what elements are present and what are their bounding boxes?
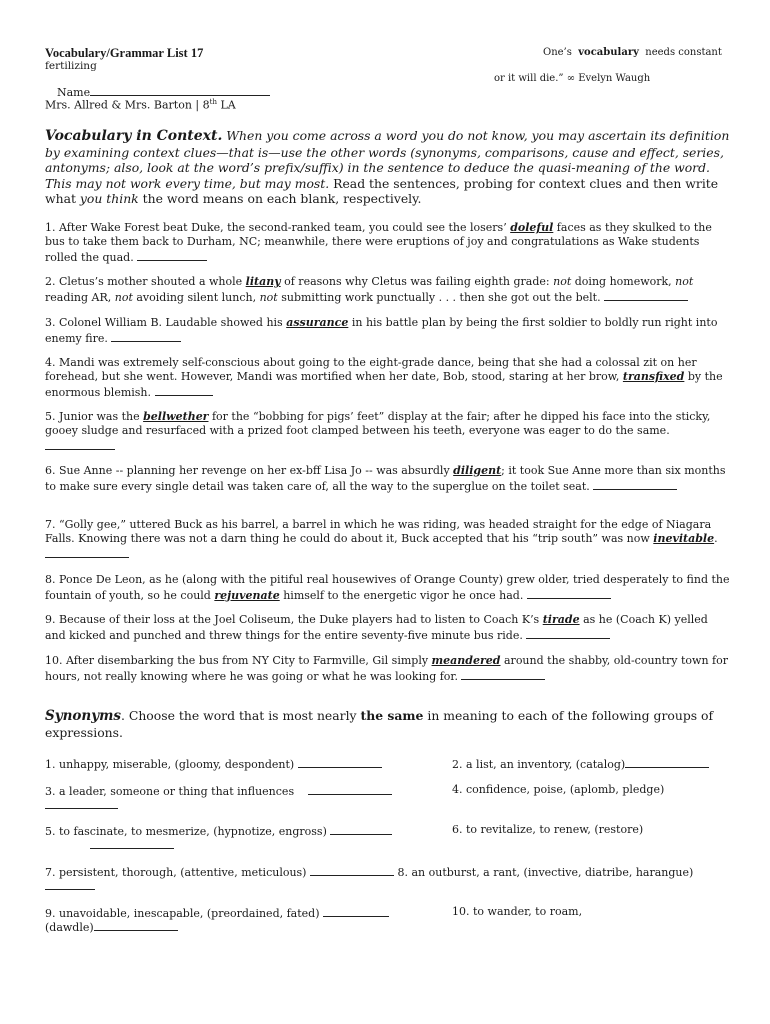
teachers-line	[45, 98, 236, 112]
vocab-word: rejuvenate	[214, 588, 280, 602]
q-text: 10. After disembarking the bus from NY City to Farmville, Gil simply	[45, 654, 432, 667]
answer-blank[interactable]	[461, 668, 545, 680]
q-text: submitting work punctually . . . then she got out the belt.	[277, 290, 605, 304]
question-10	[45, 654, 731, 684]
q-emphasis: not	[553, 275, 572, 288]
q-text: reading AR,	[45, 290, 115, 304]
quote-continuation: fertilizing	[45, 60, 97, 72]
vocab-word: diligent	[453, 464, 502, 477]
answer-blank[interactable]	[593, 478, 677, 490]
q-text: avoiding silent lunch,	[132, 290, 260, 304]
q-text: faces as they skulked to the bus to take them back to Durham, NC; meanwhile, there were eruptions of joy and congratulations as Wake students rolled the quad.	[45, 221, 712, 264]
vocab-word: bellwether	[143, 410, 209, 423]
synonym-text: 5. to fascinate, to mesmerize, (hypnotize, engross)	[45, 825, 327, 838]
q-text: 3. Colonel William B. Laudable showed his	[45, 316, 287, 329]
answer-blank[interactable]	[155, 384, 213, 396]
synonym-text: 3. a leader, someone or thing that influences	[45, 785, 295, 798]
q-emphasis: not	[675, 275, 694, 288]
context-instructions-2: Read the sentences, probing for context clues and then write what	[45, 175, 719, 206]
question-8	[45, 573, 731, 603]
question-5	[45, 410, 731, 453]
synonyms-text: . Choose the word that is most nearly	[120, 708, 361, 723]
answer-blank[interactable]	[526, 627, 610, 639]
synonym-item-10-cont	[45, 919, 178, 935]
teachers-end: LA	[216, 98, 236, 112]
synonyms-emphasis: the same	[360, 708, 424, 723]
synonym-item-4-blank	[45, 797, 118, 813]
context-heading: Vocabulary in Context.	[45, 128, 223, 144]
answer-blank[interactable]	[323, 905, 389, 917]
name-label: Name	[57, 86, 91, 99]
synonym-text: 9. unavoidable, inescapable, (preordained, fated)	[45, 907, 320, 920]
answer-blank[interactable]	[94, 919, 178, 931]
teachers-sup: th	[209, 98, 217, 106]
q-text: 1. After Wake Forest beat Duke, the second-ranked team, you could see the losers’	[45, 221, 511, 234]
question-2	[45, 275, 731, 305]
q-text: 4. Mandi was extremely self-conscious about going to the eight-grade dance, being that she had a colossal zit on her forehead, but she went. However, Mandi was mortified when her date, Bob, stood, staring at her brow,	[45, 356, 697, 383]
question-1	[45, 221, 731, 264]
q-text: 2. Cletus’s mother shouted a whole	[45, 275, 246, 288]
synonyms-heading: Synonyms	[45, 708, 121, 724]
synonym-text: 8. an outburst, a rant, (invective, diatribe, harangue)	[397, 866, 694, 879]
q-emphasis: not	[114, 290, 133, 304]
vocab-word: inevitable	[653, 531, 715, 545]
answer-blank[interactable]	[330, 823, 392, 835]
teachers-text: Mrs. Allred & Mrs. Barton | 8	[45, 98, 210, 112]
quote-line-1	[543, 47, 722, 58]
vocab-word: transfixed	[622, 369, 685, 383]
synonym-text: (dawdle)	[45, 921, 94, 934]
answer-blank[interactable]	[90, 837, 174, 849]
synonyms-text-2: in meaning to each of the following groups of expressions.	[45, 708, 714, 740]
answer-blank[interactable]	[308, 783, 392, 795]
synonym-item-8-blank	[45, 878, 95, 894]
q-text: of reasons why Cletus was failing eighth grade:	[280, 275, 554, 288]
vocab-word: litany	[245, 275, 281, 288]
q-text: as he (Coach K) yelled and kicked and punched and threw things for the entire seventy-five minute bus ride.	[45, 613, 708, 642]
answer-blank[interactable]	[625, 756, 709, 768]
q-text: around the shabby, old-country town for hours, not really knowing where he was going or what he was looking for.	[45, 654, 729, 683]
synonym-text: 7. persistent, thorough, (attentive, meticulous)	[45, 866, 307, 879]
synonym-text: 10. to wander, to roam,	[452, 905, 583, 918]
q-text: ; it took Sue Anne more than six months to make sure every single detail was taken care of, all the way to the superglue on the toilet seat.	[45, 464, 726, 493]
answer-blank[interactable]	[45, 878, 95, 890]
answer-blank[interactable]	[527, 587, 611, 599]
synonym-item-10	[452, 905, 582, 919]
q-text: in his battle plan by being the first soldier to boldly run right into enemy fire.	[45, 316, 718, 345]
q-text: 5. Junior was the	[45, 410, 144, 423]
context-intro	[45, 128, 731, 207]
vocab-word: doleful	[510, 221, 554, 234]
quote-part-1: One’s	[543, 47, 572, 58]
worksheet-title: Vocabulary/Grammar List 17	[45, 46, 204, 60]
q-text: 8. Ponce De Leon, as he (along with the pitiful real housewives of Orange County) grew older, tried desperately to find the fountain of youth, so he could	[45, 573, 730, 602]
synonym-item-6-blank	[90, 837, 174, 853]
quote-end: or it will die.” ∞ Evelyn Waugh	[494, 73, 651, 84]
quote-part-2: needs constant	[645, 47, 722, 58]
answer-blank[interactable]	[137, 249, 207, 261]
question-7	[45, 518, 731, 561]
synonyms-intro	[45, 708, 731, 740]
vocab-word: tirade	[542, 613, 580, 626]
q-text: doing homework,	[571, 275, 676, 288]
answer-blank[interactable]	[45, 546, 129, 558]
name-line	[57, 84, 270, 99]
answer-blank[interactable]	[45, 438, 115, 450]
synonym-text: 1. unhappy, miserable, (gloomy, despondent)	[45, 758, 295, 771]
q-text: for the “bobbing for pigs’ feet” display at the fair; after he dipped his face into the sticky, gooey sludge and resurfaced with a prized foot clamped between his teeth, everyone was eager to do the same.	[45, 410, 711, 437]
quote-bold-word: vocabulary	[578, 47, 639, 58]
q-text: by the enormous blemish.	[45, 369, 723, 399]
q-text: .	[714, 531, 718, 545]
answer-blank[interactable]	[45, 797, 118, 809]
synonym-text: 2. a list, an inventory, (catalog)	[452, 758, 626, 771]
question-9	[45, 613, 731, 643]
question-3	[45, 316, 731, 346]
name-blank[interactable]	[90, 84, 270, 96]
answer-blank[interactable]	[298, 756, 382, 768]
q-text: himself to the energetic vigor he once had.	[279, 588, 527, 602]
vocab-word: meandered	[431, 654, 501, 667]
synonym-item-2	[452, 756, 709, 772]
synonym-text: 6. to revitalize, to renew, (restore)	[452, 823, 644, 836]
question-6	[45, 464, 731, 494]
synonym-item-1	[45, 756, 382, 772]
q-emphasis: not	[259, 290, 278, 304]
q-text: 6. Sue Anne -- planning her revenge on her ex-bff Lisa Jo -- was absurdly	[45, 464, 454, 477]
answer-blank[interactable]	[310, 864, 394, 876]
answer-blank[interactable]	[111, 330, 181, 342]
q-text: 7. “Golly gee,” uttered Buck as his barrel, a barrel in which he was riding, was headed straight for the edge of Niagara Falls. Knowing there was not a darn thing he could do about it, Buck accepted that his “trip south” was now	[45, 518, 712, 545]
context-instructions: When you come across a word you do not know, you may ascertain its definition by examining context clues—that is—use the other words (synonyms, comparisons, cause and effect, series, antonyms; also, look at the word’s prefix/suffix) in the sentence to deduce the quasi-meaning of the word. This may not work every time, but may most.	[45, 128, 730, 191]
synonym-item-4	[452, 783, 664, 797]
context-instructions-3: the word means on each blank, respectively.	[138, 191, 422, 206]
synonym-item-6	[452, 823, 643, 837]
synonym-text: 4. confidence, poise, (aplomb, pledge)	[452, 783, 665, 796]
context-emphasis: you think	[79, 191, 139, 206]
question-4	[45, 356, 731, 399]
answer-blank[interactable]	[604, 289, 688, 301]
q-text: 9. Because of their loss at the Joel Coliseum, the Duke players had to listen to Coach K’s	[45, 613, 543, 626]
vocab-word: assurance	[286, 316, 349, 329]
synonym-item-7	[45, 864, 693, 880]
